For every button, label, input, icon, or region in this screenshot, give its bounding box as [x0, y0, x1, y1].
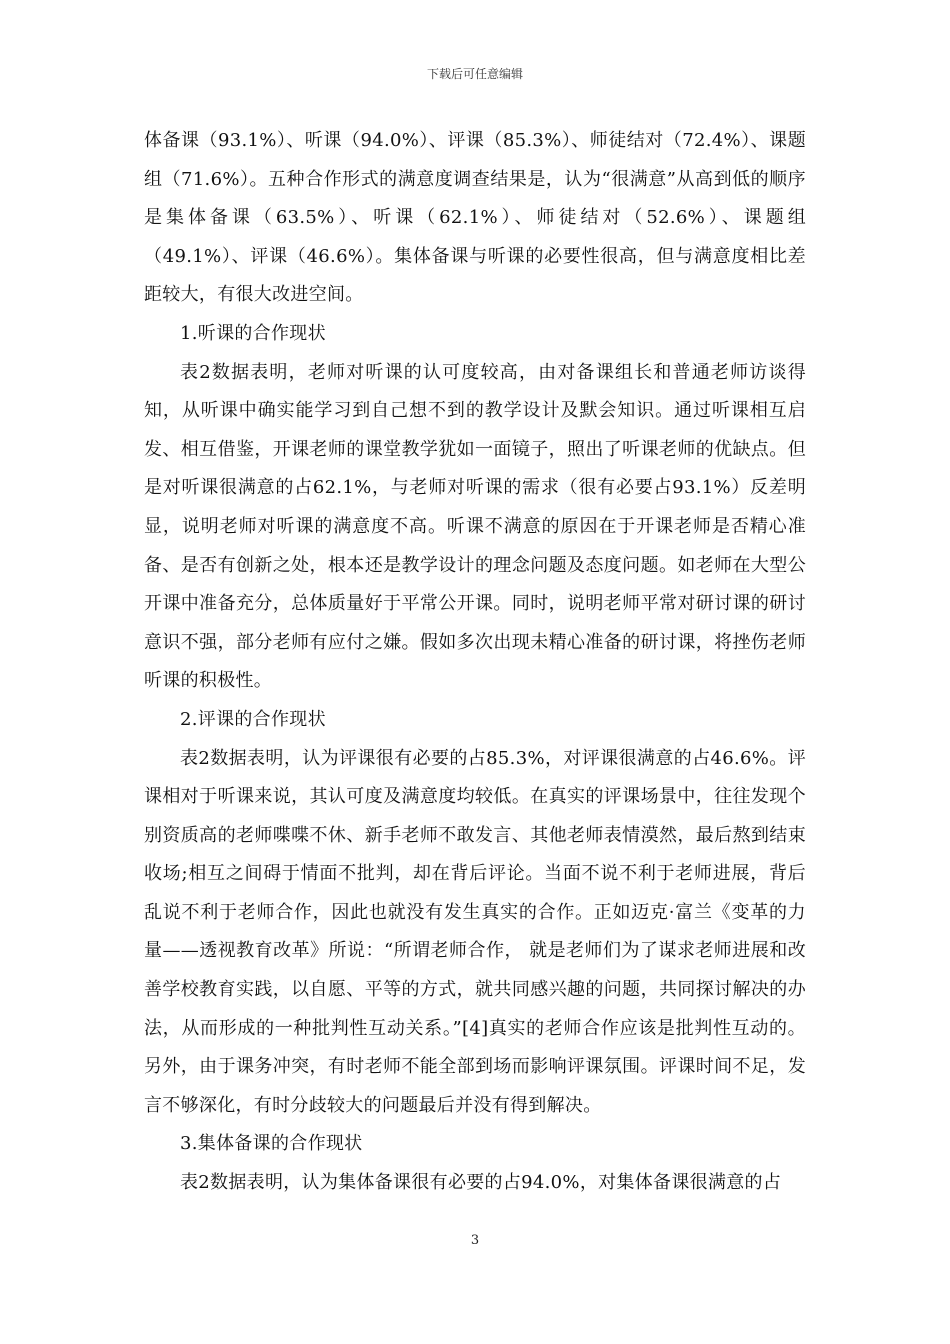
section-heading-collective-prep: 3.集体备课的合作现状: [180, 1133, 363, 1155]
document-body: [144, 122, 806, 1203]
section-heading-listening: 1.听课的合作现状: [180, 322, 326, 344]
paragraph-collective-prep: 表2数据表明，认为集体备课很有必要的占94.0%，对集体备课很满意的占: [180, 1172, 782, 1194]
paragraph-intro-continuation: 体备课（93.1%）、听课（94.0%）、评课（85.3%）、师徒结对（72.4%）、课题组（71.6%）。五种合作形式的满意度调查结果是，认为“很满意”从高到低的顺序是集体备课（63.5%）、听课（62.1%）、师徒结对（52.6%）、课题组（49.1%）、评课（46.6%）。集体备课与听课的必要性很高，但与满意度相比差距较大，有很大改进空间。: [144, 130, 806, 306]
paragraph-evaluation: 表2数据表明，认为评课很有必要的占85.3%，对评课很满意的占46.6%。评课相对于听课来说，其认可度及满意度均较低。在真实的评课场景中，往往发现个别资质高的老师喋喋不休、新手老师不敢发言、其他老师表情漠然，最后熬到结束收场;相互之间碍于情面不批判，却在背后评论。当面不说不利于老师进展，背后乱说不利于老师合作，因此也就没有发生真实的合作。正如迈克·富兰《变革的力量——透视教育改革》所说：“所谓老师合作， 就是老师们为了谋求老师进展和改善学校教育实践，以自愿、平等的方式，就共同感兴趣的问题，共同探讨解决的办法，从而形成的一种批判性互动关系。”[4]真实的老师合作应该是批判性互动的。另外，由于课务冲突，有时老师不能全部到场而影响评课氛围。评课时间不足，发言不够深化，有时分歧较大的问题最后并没有得到解决。: [144, 747, 806, 1116]
paragraph-listening: 表2数据表明，老师对听课的认可度较高，由对备课组长和普通老师访谈得知，从听课中确实能学习到自己想不到的教学设计及默会知识。通过听课相互启发、相互借鉴，开课老师的课堂教学犹如一面镜子，照出了听课老师的优缺点。但是对听课很满意的占62.1%，与老师对听课的需求（很有必要占93.1%）反差明显，说明老师对听课的满意度不高。听课不满意的原因在于开课老师是否精心准备、是否有创新之处，根本还是教学设计的理念问题及态度问题。如老师在大型公开课中准备充分，总体质量好于平常公开课。同时，说明老师平常对研讨课的研讨意识不强，部分老师有应付之嫌。假如多次出现未精心准备的研讨课，将挫伤老师听课的积极性。: [144, 361, 806, 692]
page-number: 3: [470, 1233, 480, 1248]
section-heading-evaluation: 2.评课的合作现状: [180, 708, 326, 730]
page-header: 下载后可任意编辑: [426, 67, 523, 81]
